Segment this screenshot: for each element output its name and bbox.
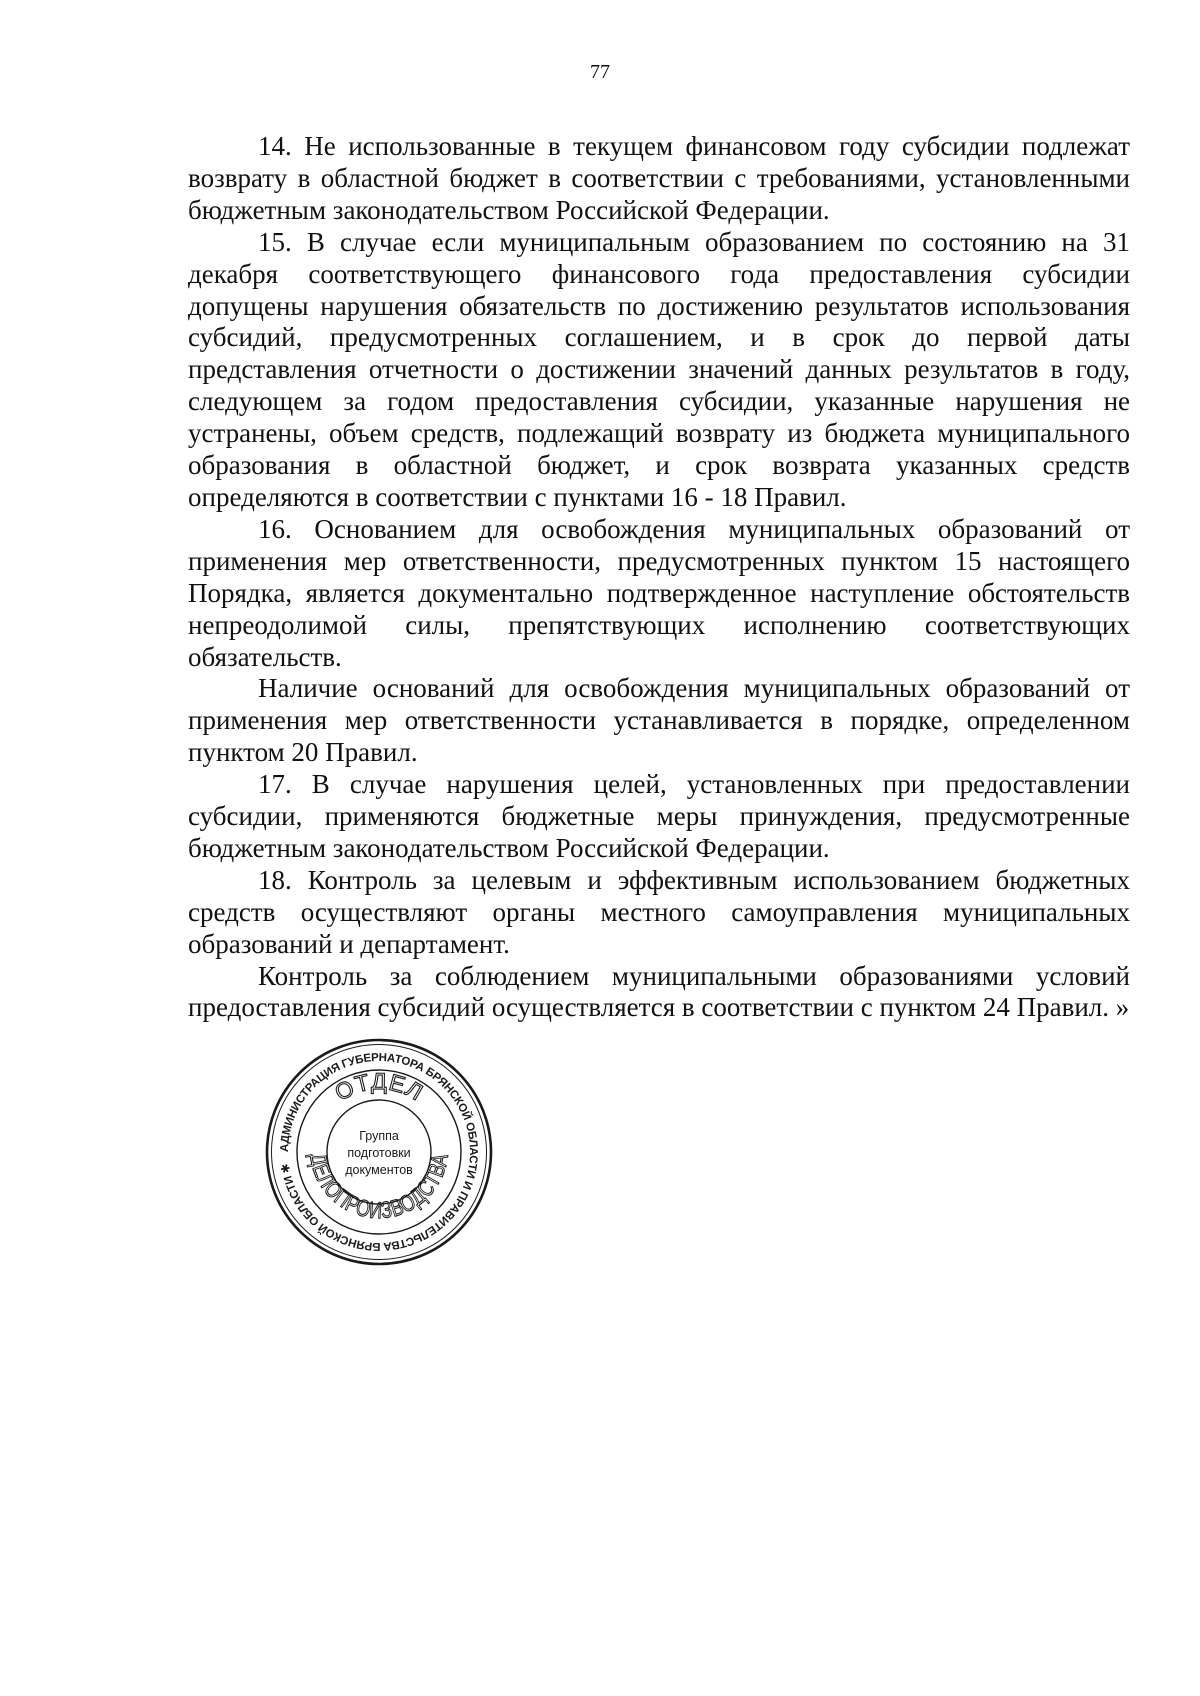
paragraph-16-continuation: Наличие оснований для освобождения муниципальных образований от применения мер ответственности устанавливается в порядке, определенном пунктом 20 Правил.	[188, 673, 1130, 768]
paragraph-18-continuation: Контроль за соблюдением муниципальными образованиями условий предоставления субсидий осуществляется в соответствии с пунктом 24 Правил. »	[188, 960, 1130, 1023]
paragraph-18: 18. Контроль за целевым и эффективным использованием бюджетных средств осуществляют органы местного самоуправления муниципальных образований и департамент.	[188, 864, 1130, 959]
stamp-outer-caption: АДМИНИСТРАЦИЯ ГУБЕРНАТОРА БРЯНСКОЙ ОБЛАСТИ И ПРАВИТЕЛЬСТВА БРЯНСКОЙ ОБЛАСТИ ✱	[278, 1051, 480, 1253]
paragraph-14: 14. Не использованные в текущем финансовом году субсидии подлежат возврату в областной бюджет в соответствии с требованиями, установленными бюджетным законодательством Российской Федерации.	[188, 131, 1130, 225]
document-body	[188, 131, 1130, 1024]
paragraph-15: 15. В случае если муниципальным образованием по состоянию на 31 декабря соответствующего финансового года предоставления субсидии допущены нарушения обязательств по достижению результатов использования субсидий, предусмотренных соглашением, и в срок до первой даты представления отчетности о достижении значений данных результатов в году, следующем за годом предоставления субсидии, указанные нарушения не устранены, объем средств, подлежащий возврату из бюджета муниципального образования в областной бюджет, и срок возврата указанных средств определяются в соответствии с пунктами 16 - 18 Правил.	[188, 226, 1130, 512]
stamp-center-line-1: Группа	[359, 1129, 399, 1143]
paragraph-16: 16. Основанием для освобождения муниципальных образований от применения мер ответственности, предусмотренных пунктом 15 настоящего Порядка, является документально подтвержденное наступление обстоятельств непреодолимой силы, препятствующих исполнению соответствующих обязательств.	[188, 513, 1130, 672]
stamp-band-bottom: ДЕЛОПРОИЗВОДСТВА	[305, 1147, 454, 1224]
stamp-band-top: ОТДЕЛ	[330, 1067, 429, 1106]
stamp-center-line-2: подготовки	[347, 1146, 411, 1160]
stamp-graphic	[264, 1037, 494, 1267]
stamp-center-line-3: документов	[345, 1163, 413, 1177]
page-number: 77	[590, 61, 610, 83]
office-stamp	[264, 1037, 494, 1267]
paragraph-17: 17. В случае нарушения целей, установленных при предоставлении субсидии, применяются бюджетные меры принуждения, предусмотренные бюджетным законодательством Российской Федерации.	[188, 769, 1130, 863]
